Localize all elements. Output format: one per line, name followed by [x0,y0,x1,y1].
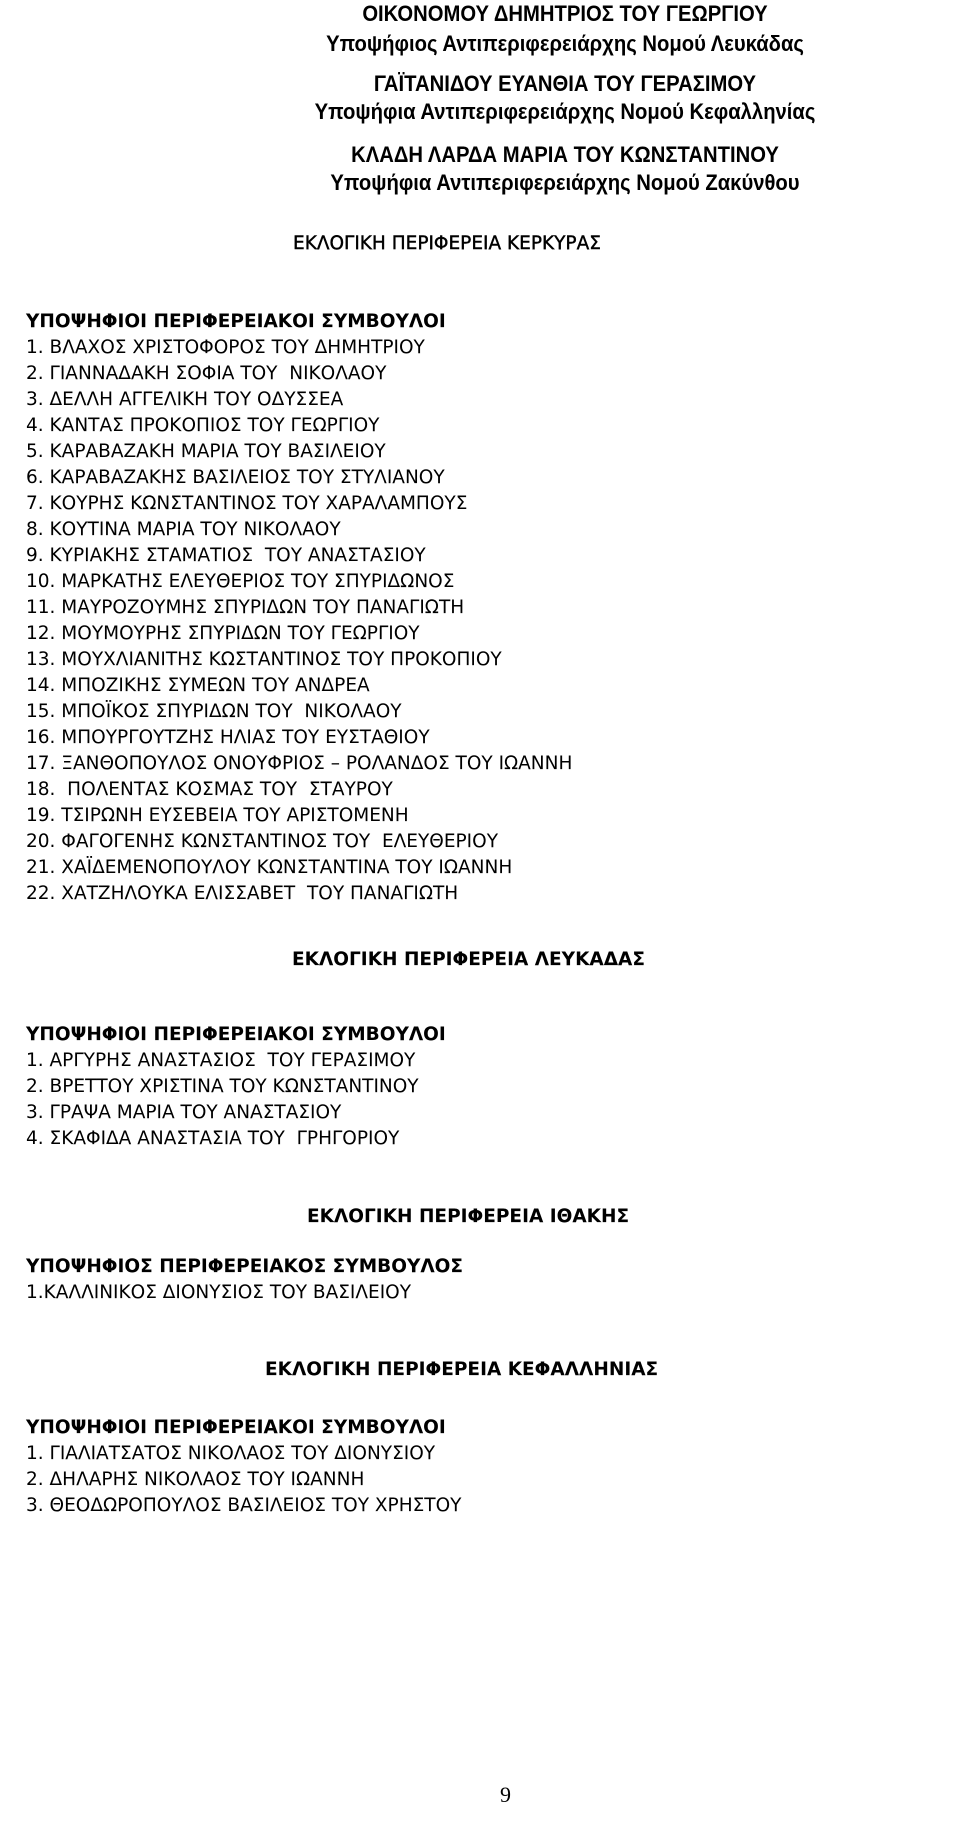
list-item: 12. ΜΟΥΜΟΥΡΗΣ ΣΠΥΡΙΔΩΝ ΤΟΥ ΓΕΩΡΓΙΟΥ [26,623,420,644]
list-item: 16. ΜΠΟΥΡΓΟΥΤΖΗΣ ΗΛΙΑΣ ΤΟΥ ΕΥΣΤΑΘΙΟΥ [26,727,430,748]
list-item: 1.ΚΑΛΛΙΝΙΚΟΣ ΔΙΟΝΥΣΙΟΣ ΤΟΥ ΒΑΣΙΛΕΙΟΥ [26,1282,412,1303]
list-item: 11. ΜΑΥΡΟΖΟΥΜΗΣ ΣΠΥΡΙΔΩΝ ΤΟΥ ΠΑΝΑΓΙΩΤΗ [26,597,465,618]
region-heading-ithaki: ΕΚΛΟΓΙΚΗ ΠΕΡΙΦΕΡΕΙΑ ΙΘΑΚΗΣ [307,1206,630,1227]
list-item: 13. ΜΟΥΧΛΙΑΝΙΤΗΣ ΚΩΣΤΑΝΤΙΝΟΣ ΤΟΥ ΠΡΟΚΟΠΙΟΥ [26,649,502,670]
section-ithaki [26,1254,463,1306]
list-item: 14. ΜΠΟΖΙΚΗΣ ΣΥΜΕΩΝ ΤΟΥ ΑΝΔΡΕΑ [26,675,370,696]
region-heading-kerkyra: ΕΚΛΟΓΙΚΗ ΠΕΡΙΦΕΡΕΙΑ ΚΕΡΚΥΡΑΣ [293,233,601,254]
list-item: 3. ΓΡΑΨΑ ΜΑΡΙΑ ΤΟΥ ΑΝΑΣΤΑΣΙΟΥ [26,1102,342,1123]
list-item: 10. ΜΑΡΚΑΤΗΣ ΕΛΕΥΘΕΡΙΟΣ ΤΟΥ ΣΠΥΡΙΔΩΝΟΣ [26,571,455,592]
section-kerkyra [26,309,572,907]
list-item: 6. ΚΑΡΑΒΑΖΑΚΗΣ ΒΑΣΙΛΕΙΟΣ ΤΟΥ ΣΤΥΛΙΑΝΟΥ [26,467,445,488]
list-item: 3. ΘΕΟΔΩΡΟΠΟΥΛΟΣ ΒΑΣΙΛΕΙΟΣ ΤΟΥ ΧΡΗΣΤΟΥ [26,1495,462,1516]
list-item: 1. ΓΙΑΛΙΑΤΣΑΤΟΣ ΝΙΚΟΛΑΟΣ ΤΟΥ ΔΙΟΝΥΣΙΟΥ [26,1443,436,1464]
candidate-name: ΟΙΚΟΝΟΜΟΥ ΔΗΜΗΤΡΙΟΣ ΤΟΥ ΓΕΩΡΓΙΟΥ [362,1,768,26]
list-item: 7. ΚΟΥΡΗΣ ΚΩΝΣΤΑΝΤΙΝΟΣ ΤΟΥ ΧΑΡΑΛΑΜΠΟΥΣ [26,493,468,514]
list-item: 2. ΔΗΛΑΡΗΣ ΝΙΚΟΛΑΟΣ ΤΟΥ ΙΩΑΝΝΗ [26,1469,365,1490]
list-item: 20. ΦΑΓΟΓΕΝΗΣ ΚΩΝΣΤΑΝΤΙΝΟΣ ΤΟΥ ΕΛΕΥΘΕΡΙΟΥ [26,831,499,852]
list-item: 3. ΔΕΛΛΗ ΑΓΓΕΛΙΚΗ ΤΟΥ ΟΔΥΣΣΕΑ [26,389,344,410]
list-item: 19. ΤΣΙΡΩΝΗ ΕΥΣΕΒΕΙΑ ΤΟΥ ΑΡΙΣΤΟΜΕΝΗ [26,805,409,826]
region-heading-kefallinia: ΕΚΛΟΓΙΚΗ ΠΕΡΙΦΕΡΕΙΑ ΚΕΦΑΛΛΗΝΙΑΣ [265,1359,659,1380]
section-lefkada [26,1022,446,1152]
candidate-name: ΓΑΪΤΑΝΙΔΟΥ ΕΥΑΝΘΙΑ ΤΟΥ ΓΕΡΑΣΙΜΟΥ [373,71,757,96]
section-header: ΥΠΟΨΗΦΙΟΙ ΠΕΡΙΦΕΡΕΙΑΚΟΙ ΣΥΜΒΟΥΛΟΙ [26,1417,446,1438]
section-header: ΥΠΟΨΗΦΙΟΙ ΠΕΡΙΦΕΡΕΙΑΚΟΙ ΣΥΜΒΟΥΛΟΙ [26,1024,446,1045]
list-item: 4. ΣΚΑΦΙΔΑ ΑΝΑΣΤΑΣΙΑ ΤΟΥ ΓΡΗΓΟΡΙΟΥ [26,1128,400,1149]
list-item: 5. ΚΑΡΑΒΑΖΑΚΗ ΜΑΡΙΑ ΤΟΥ ΒΑΣΙΛΕΙΟΥ [26,441,386,462]
candidate-name: ΚΛΑΔΗ ΛΑΡΔΑ ΜΑΡΙΑ ΤΟΥ ΚΩΝΣΤΑΝΤΙΝΟΥ [351,142,779,167]
list-item: 1. ΑΡΓΥΡΗΣ ΑΝΑΣΤΑΣΙΟΣ ΤΟΥ ΓΕΡΑΣΙΜΟΥ [26,1050,416,1071]
candidate-role: Υποψήφιος Αντιπεριφερειάρχης Νομού Λευκάδας [326,31,804,56]
list-item: 2. ΓΙΑΝΝΑΔΑΚΗ ΣΟΦΙΑ ΤΟΥ ΝΙΚΟΛΑΟΥ [26,363,387,384]
candidate-role: Υποψήφια Αντιπεριφερειάρχης Νομού Ζακύνθου [330,170,800,195]
list-item: 1. ΒΛΑΧΟΣ ΧΡΙΣΤΟΦΟΡΟΣ ΤΟΥ ΔΗΜΗΤΡΙΟΥ [26,337,425,358]
list-item: 8. ΚΟΥΤΙΝΑ ΜΑΡΙΑ ΤΟΥ ΝΙΚΟΛΑΟΥ [26,519,341,540]
candidate-role: Υποψήφια Αντιπεριφερειάρχης Νομού Κεφαλληνίας [314,99,816,124]
section-header: ΥΠΟΨΗΦΙΟΣ ΠΕΡΙΦΕΡΕΙΑΚΟΣ ΣΥΜΒΟΥΛΟΣ [26,1256,464,1277]
list-item: 22. ΧΑΤΖΗΛΟΥΚΑ ΕΛΙΣΣΑΒΕΤ ΤΟΥ ΠΑΝΑΓΙΩΤΗ [26,883,459,904]
list-item: 2. ΒΡΕΤΤΟΥ ΧΡΙΣΤΙΝΑ ΤΟΥ ΚΩΝΣΤΑΝΤΙΝΟΥ [26,1076,419,1097]
page-number: 9 [500,1782,511,1807]
list-item: 17. ΞΑΝΘΟΠΟΥΛΟΣ ΟΝΟΥΦΡΙΟΣ – ΡΟΛΑΝΔΟΣ ΤΟΥ ΙΩΑΝΝΗ [26,753,573,774]
list-item: 18. ΠΟΛΕΝΤΑΣ ΚΟΣΜΑΣ ΤΟΥ ΣΤΑΥΡΟΥ [26,779,393,800]
region-heading-lefkada: ΕΚΛΟΓΙΚΗ ΠΕΡΙΦΕΡΕΙΑ ΛΕΥΚΑΔΑΣ [292,949,645,970]
list-item: 4. ΚΑΝΤΑΣ ΠΡΟΚΟΠΙΟΣ ΤΟΥ ΓΕΩΡΓΙΟΥ [26,415,380,436]
list-item: 15. ΜΠΟΪΚΟΣ ΣΠΥΡΙΔΩΝ ΤΟΥ ΝΙΚΟΛΑΟΥ [26,701,402,722]
section-kefallinia [26,1415,461,1519]
list-item: 9. ΚΥΡΙΑΚΗΣ ΣΤΑΜΑΤΙΟΣ ΤΟΥ ΑΝΑΣΤΑΣΙΟΥ [26,545,426,566]
list-item: 21. ΧΑΪΔΕΜΕΝΟΠΟΥΛΟΥ ΚΩΝΣΤΑΝΤΙΝΑ ΤΟΥ ΙΩΑΝΝΗ [26,857,513,878]
section-header: ΥΠΟΨΗΦΙΟΙ ΠΕΡΙΦΕΡΕΙΑΚΟΙ ΣΥΜΒΟΥΛΟΙ [26,311,446,332]
